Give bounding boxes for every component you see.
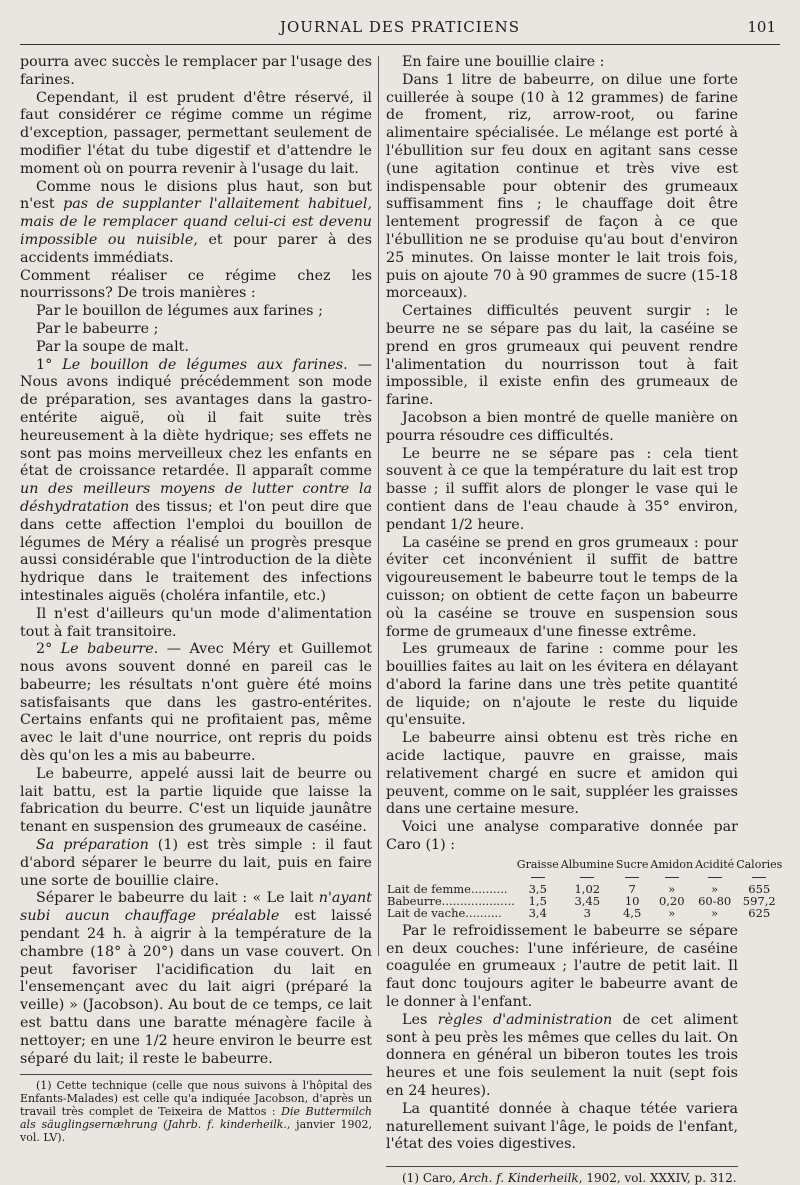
footnote-rule (20, 1074, 372, 1075)
header-rule (20, 44, 780, 45)
paragraph: 2° Le babeurre. — Avec Méry et Guillemot nous avons souvent donné en pareil cas le babeurre; les résultats n'ont guère été moins satisfaisants que dans les gastro-entérites. Certains enfants qui ne profitaient pas, même avec le lait d'une nourrice, ont repris du poids dès qu'on les a mis au babeurre. (20, 641, 372, 765)
paragraph: Cependant, il est prudent d'être réservé, il faut considérer ce régime comme un régime d'exception, passager, permettant seulement de modifier l'état du tube digestif et d'attendre le moment où on pourra revenir à l'usage du lait. (20, 89, 372, 177)
footnote: (1) Cette technique (celle que nous suivons à l'hôpital des Enfants-Malades) est celle qu'a indiquée Jacobson, d'après un travail très complet de Teixeira de Mattos : Die Buttermilch als säuglingsernæhrung (Jahrb. f. kinderheilk., janvier 1902, vol. LV). (20, 1079, 372, 1145)
table-cell: 60-80 (698, 893, 732, 908)
paragraph: Certaines difficultés peuvent surgir : le beurre ne se sépare pas du lait, la caséine se prend en gros grumeaux qui peuvent rendre l'alimentation du nourrisson tout à fait impossible, il existe enfin des grumeaux de farine. (386, 303, 738, 409)
table-cell: 3 (583, 905, 591, 920)
paragraph: Dans 1 litre de babeurre, on dilue une forte cuillerée à soupe (10 à 12 grammes) de farine de froment, riz, arrow-root, ou farine alimentaire spécialisée. Le mélange est porté à l'ébullition sur feu doux en agitant sans cesse (une agitation continue et très vive est indispensable pour obtenir des grumeaux suffisamment fins ; le chauffage doit être lentement progressif de façon à ce que l'ébullition ne se produise qu'au bout d'environ 25 minutes. On laisse monter le lait trois fois, puis on ajoute 70 à 90 grammes de sucre (15-18 morceaux). (386, 71, 738, 302)
table-cell: » (668, 905, 676, 920)
table-cell: 3,4 (528, 905, 547, 920)
table-cell: » (711, 905, 719, 920)
table-header (386, 859, 516, 871)
table-header: Acidité (695, 857, 735, 871)
table-cell: 1,02 (574, 881, 601, 896)
paragraph: Sa préparation (1) est très simple : il faut d'abord séparer le beurre du lait, puis en faire une sorte de bouillie claire. (20, 837, 372, 889)
table-cell: 1,5 (528, 893, 547, 908)
paragraph: Par le refroidissement le babeurre se sépare en deux couches: l'une inférieure, de caséine coagulée en grumeaux ; l'autre de petit lait. Il faut donc toujours agiter le babeurre avant de le donner à l'enfant. (386, 922, 738, 1011)
table-cell: Lait de femme.......... (387, 881, 508, 896)
paragraph: Le babeurre ainsi obtenu est très riche en acide lactique, pauvre en graisse, mais relativement chargé en sucre et amidon qui peuvent, comme on le sait, suppléer les graisses dans une certaine mesure. (386, 730, 738, 818)
paragraph: Il n'est d'ailleurs qu'un mode d'alimentation tout à fait transitoire. (20, 605, 372, 640)
table-cell: 3,45 (574, 893, 601, 908)
right-column (386, 54, 783, 1185)
page-number: 101 (747, 18, 776, 36)
table-cell: 10 (624, 893, 640, 908)
paragraph: Comme nous le disions plus haut, son but n'est pas de supplanter l'allaitement habituel, mais de le remplacer quand celui-ci est devenu impossible ou nuisible, et pour parer à des accidents immédiats. (20, 178, 372, 266)
table-cell: » (711, 881, 719, 896)
paragraph: Séparer le babeurre du lait : « Le lait n'ayant subi aucun chauffage préalable est laissé pendant 24 h. à aigrir à la température de la chambre (18° à 20°) dans un vase couvert. On peut favoriser l'acidification du lait en l'ensemençant avec du lait aigri (préparé la veille) » (Jacobson). Au bout de ce temps, ce lait est battu dans une baratte ménagère facile à nettoyer; en une 1/2 heure environ le beurre est séparé du lait; il reste le babeurre. (20, 890, 372, 1067)
table-header: Graisse (516, 857, 559, 871)
table-header: Amidon (650, 857, 694, 871)
table-cell: 4,5 (622, 905, 642, 920)
paragraph: Comment réaliser ce régime chez les nourrissons? De trois manières : (20, 267, 372, 302)
table-cell: Babeurre.................... (387, 893, 515, 908)
table-cell: 7 (628, 881, 636, 896)
table-row (386, 907, 783, 919)
table-header-row (386, 859, 783, 871)
column-divider (378, 56, 379, 956)
paragraph: La quantité donnée à chaque tétée variera naturellement suivant l'âge, le poids de l'enfant, l'état des voies digestives. (386, 1100, 738, 1153)
left-column (20, 54, 372, 1144)
paragraph: pourra avec succès le remplacer par l'usage des farines. (20, 54, 372, 88)
list-item: Par la soupe de malt. (36, 338, 189, 355)
paragraph: Voici une analyse comparative donnée par Caro (1) : (386, 819, 738, 854)
table-cell: 0,20 (658, 893, 685, 908)
paragraph: En faire une bouillie claire : (402, 54, 605, 70)
table-header: Albumine (560, 857, 614, 871)
paragraph: Le beurre ne se sépare pas : cela tient souvent à ce que la température du lait est trop basse ; il suffit alors de plonger le vase qui le contient dans de l'eau chaude à 35° environ, pendant 1/2 heure. (386, 445, 738, 533)
table-cell: 625 (748, 905, 771, 920)
journal-title: JOURNAL DES PRATICIENS (279, 18, 521, 36)
list-item: Par le bouillon de légumes aux farines ; (36, 303, 323, 320)
table-cell: 3,5 (528, 881, 547, 896)
footnote-rule (386, 1166, 738, 1167)
analysis-table (386, 859, 783, 919)
table-cell: 597,2 (742, 893, 776, 908)
paragraph: Le babeurre, appelé aussi lait de beurre ou lait battu, est la partie liquide que laisse la fabrication du beurre. C'est un liquide jaunâtre tenant en suspension des grumeaux de caséine. (20, 765, 372, 836)
table-header: Sucre (615, 857, 649, 871)
paragraph: Les règles d'administration de cet aliment sont à peu près les mêmes que celles du lait. On donnera en général un biberon toutes les trois heures et une fois seulement la nuit (sept fois en 24 heures). (386, 1011, 738, 1100)
paragraph: La caséine se prend en gros grumeaux : pour éviter cet inconvénient il suffit de battre vigoureusement le babeurre tout le temps de la cuisson; on obtient de cette façon un babeurre où la caséine se trouve en suspension sous forme de grumeaux d'une finesse extrême. (386, 534, 738, 640)
table-cell: Lait de vache.......... (387, 905, 502, 920)
page-header (20, 18, 780, 42)
footnote: (1) Caro, Arch. f. Kinderheilk, 1902, vol. XXXIV, p. 312. (402, 1171, 737, 1185)
paragraph: Les grumeaux de farine : comme pour les bouillies faites au lait on les évitera en délayant d'abord la farine dans une très petite quantité de liquide; on n'ajoute le reste du liquide qu'ensuite. (386, 641, 738, 729)
table-cell: » (668, 881, 676, 896)
paragraph: 1° Le bouillon de légumes aux farines. — Nous avons indiqué précédemment son mode de préparation, ses avantages dans la gastro-entérite aiguë, où il fait suite très heureusement à la diète hydrique; ses effets ne sont pas moins merveilleux chez les enfants en état de croissance retardée. Il apparaît comme un des meilleurs moyens de lutter contre la déshydratation des tissus; et l'on peut dire que dans cette affection l'emploi du bouillon de légumes de Méry a réalisé un progrès presque aussi considérable que l'introduction de la diète hydrique dans le traitement des infections intestinales aiguës (choléra infantile, etc.) (20, 356, 373, 604)
table-cell: 655 (748, 881, 771, 896)
list-item: Par le babeurre ; (36, 320, 159, 337)
table-header: Calories (736, 857, 783, 871)
paragraph: Jacobson a bien montré de quelle manière on pourra résoudre ces difficultés. (386, 409, 738, 444)
